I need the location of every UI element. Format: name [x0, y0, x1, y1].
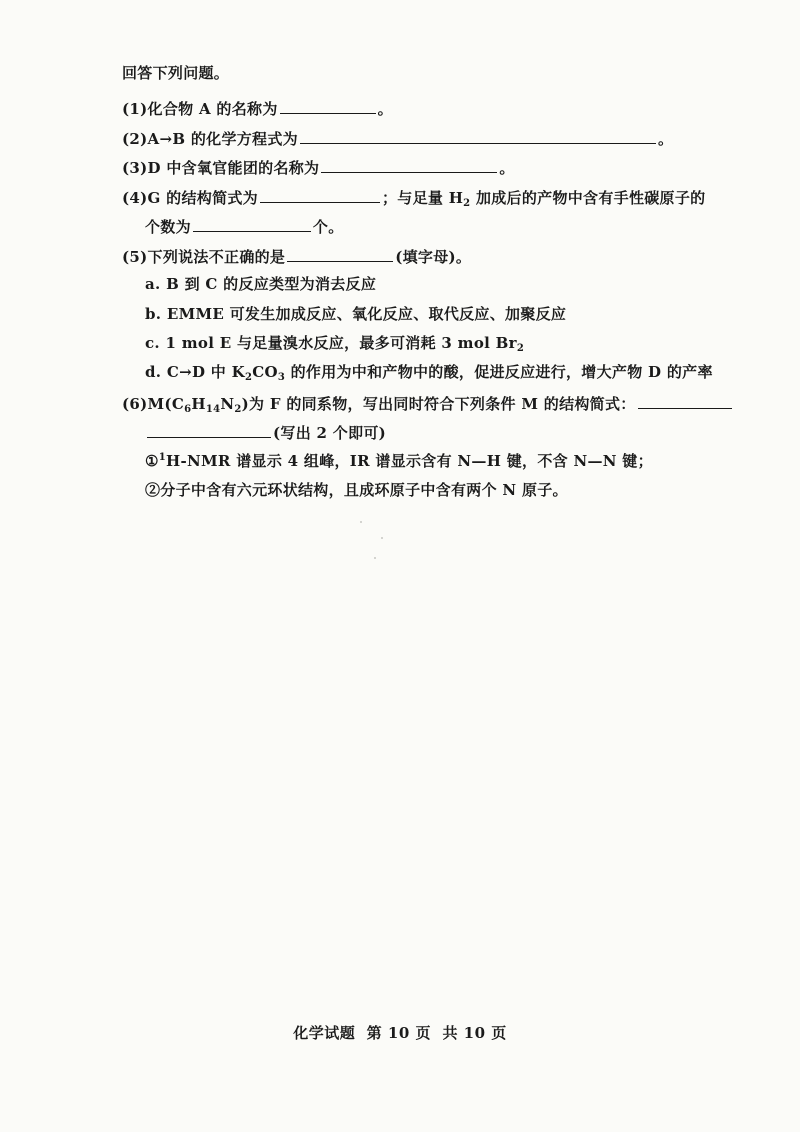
question-4-count-end: 个。	[312, 218, 344, 236]
option-d-part1: d. C→D 中 K	[145, 363, 245, 381]
question-5	[122, 245, 471, 267]
question-2-end: 。	[657, 130, 674, 148]
question-5-prompt: (5)下列说法不正确的是	[122, 248, 286, 266]
question-4	[122, 186, 705, 208]
question-1	[122, 97, 393, 119]
condition-2: ②分子中含有六元环状结构，且成环原子中含有两个 N 原子。	[145, 481, 568, 499]
question-6-part1: (6)M(C	[122, 395, 185, 413]
condition-1-text: H-NMR 谱显示 4 组峰，IR 谱显示含有 N—H 键，不含 N—N 键；	[166, 452, 653, 470]
answer-blank-6a[interactable]	[638, 392, 732, 409]
question-2	[122, 127, 673, 149]
n2-subscript: 2	[234, 404, 242, 415]
h14-subscript: 14	[205, 404, 221, 415]
question-4-count-label: 个数为	[145, 218, 191, 236]
question-1-prompt: (1)化合物 A 的名称为	[122, 100, 278, 118]
question-6-line2	[145, 421, 386, 443]
answer-blank-1[interactable]	[280, 97, 376, 114]
question-3-prompt: (3)D 中含氧官能团的名称为	[122, 159, 320, 177]
condition-1	[145, 451, 653, 471]
option-b: b. EMME 可发生加成反应、氧化反应、取代反应、加聚反应	[145, 305, 567, 323]
question-3	[122, 156, 515, 178]
answer-blank-4b[interactable]	[193, 215, 311, 232]
option-d-part3: 的作用为中和产物中的酸，促进反应进行，增大产物 D 的产率	[285, 363, 713, 381]
option-d	[145, 362, 713, 382]
option-c-text: c. 1 mol E 与足量溴水反应，最多可消耗 3 mol Br	[145, 334, 517, 352]
question-6-part2: H	[191, 395, 206, 413]
isotope-superscript: 1	[158, 452, 167, 463]
question-6-part4: )为 F 的同系物，写出同时符合下列条件 M 的结构简式：	[241, 395, 636, 413]
c6-subscript: 6	[184, 404, 192, 415]
answer-blank-4a[interactable]	[260, 186, 380, 203]
question-4-middle-b: 加成后的产物中含有手性碳原子的	[470, 189, 706, 207]
question-4-prompt: (4)G 的结构简式为	[122, 189, 258, 207]
answer-blank-3[interactable]	[321, 156, 497, 173]
question-4-line2	[145, 215, 344, 237]
scan-speck	[360, 521, 362, 523]
scan-speck	[381, 537, 383, 539]
question-6-note: (写出 2 个即可)	[273, 424, 387, 442]
answer-blank-6b[interactable]	[147, 421, 271, 438]
page-footer: 化学试题 第 10 页 共 10 页	[293, 1024, 507, 1042]
answer-blank-5[interactable]	[287, 245, 393, 262]
co3-subscript: 3	[277, 372, 286, 383]
question-3-end: 。	[499, 159, 515, 177]
question-1-end: 。	[377, 100, 393, 118]
question-5-end: (填字母)。	[395, 248, 472, 266]
k2-subscript: 2	[244, 372, 253, 383]
question-6-part3: N	[220, 395, 235, 413]
option-c	[145, 333, 524, 353]
option-d-part2: CO	[252, 363, 278, 381]
question-2-prompt: (2)A→B 的化学方程式为	[122, 130, 298, 148]
question-4-middle: ；与足量 H	[381, 189, 464, 207]
intro-text: 回答下列问题。	[122, 64, 230, 82]
answer-blank-2[interactable]	[300, 127, 656, 144]
br2-subscript: 2	[516, 343, 525, 354]
condition-1-marker: ①	[145, 452, 159, 470]
option-a: a. B 到 C 的反应类型为消去反应	[145, 275, 377, 293]
scan-speck	[374, 557, 376, 559]
h2-subscript: 2	[463, 198, 471, 209]
question-6	[122, 392, 734, 414]
